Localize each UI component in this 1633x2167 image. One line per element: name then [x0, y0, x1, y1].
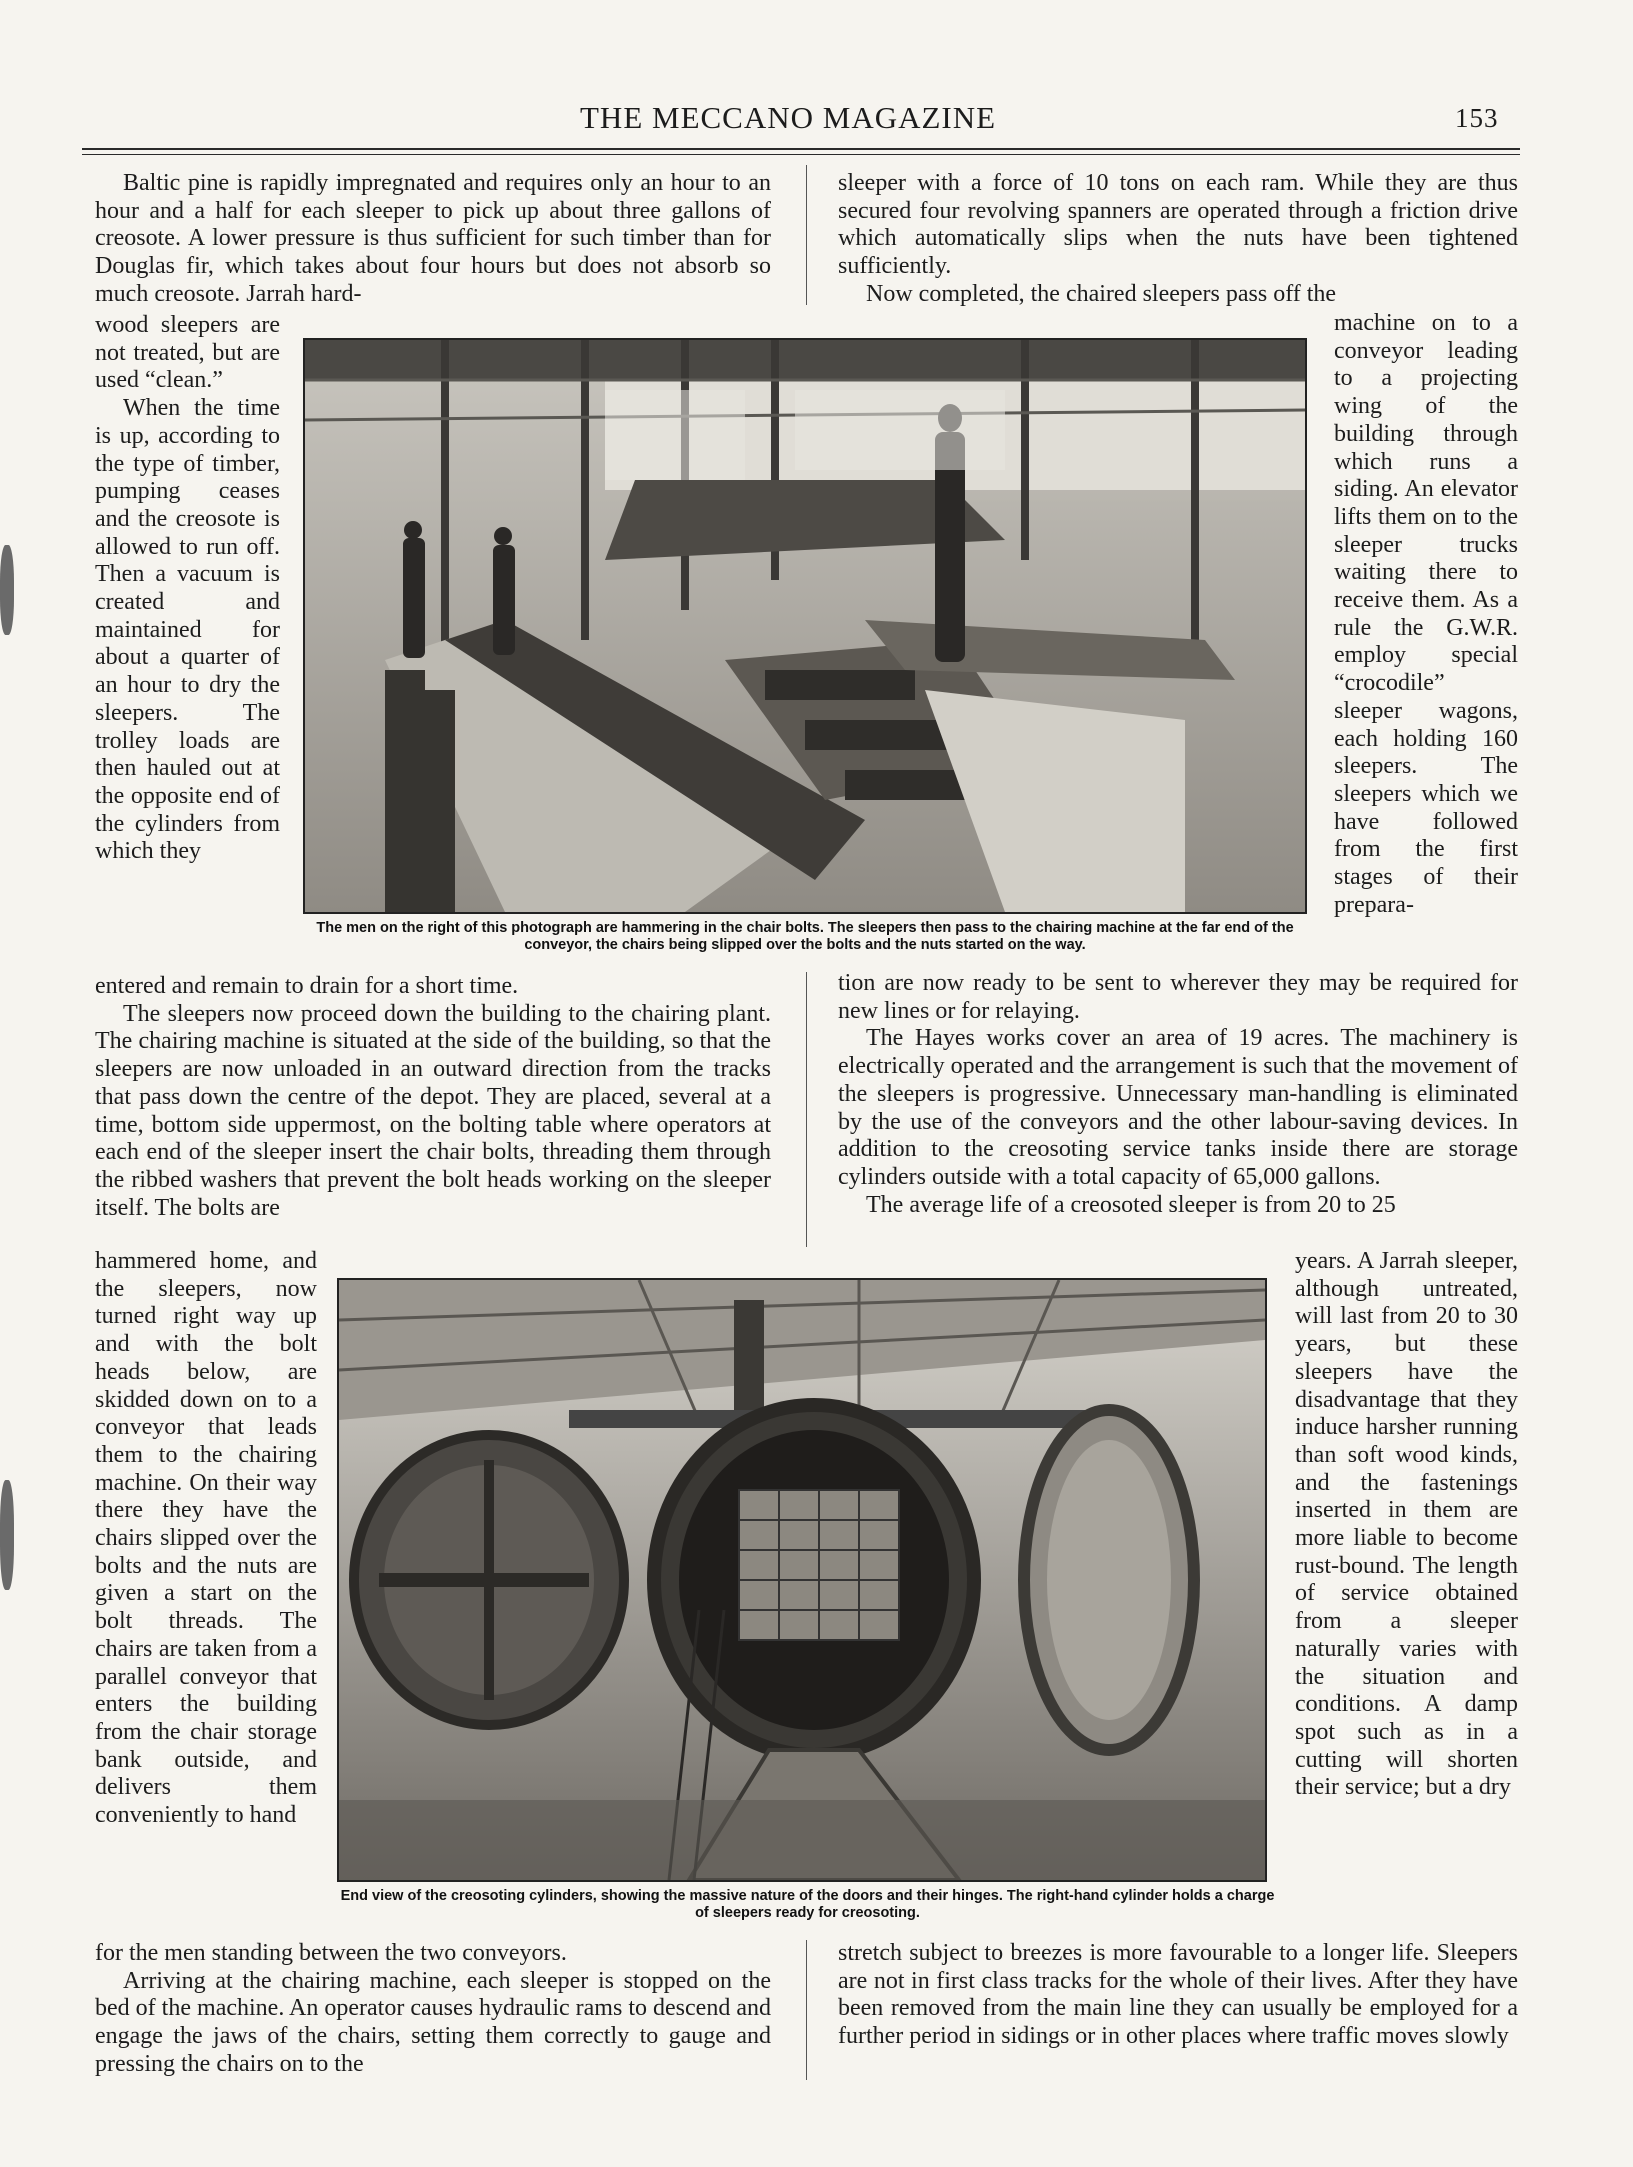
page-header-title: THE MECCANO MAGAZINE: [580, 100, 997, 135]
photo-caption-chairing-plant: The men on the right of this photograph are hammering in the chair bolts. The sleepers then pass to the chairing machine at the far end of the conveyor, the chairs being slipped over the bolts and the nuts started on the way.: [316, 920, 1294, 953]
factory-interior-illustration: [305, 340, 1305, 912]
paragraph: The average life of a creosoted sleeper is from 20 to 25: [866, 1191, 1396, 1218]
paragraph: machine on to a conveyor leading to a projecting wing of the building through which runs a siding. An elevator lifts them on to the sleeper trucks waiting there to receive them. As a rule the G.W.R. employ special “crocodile” sleeper wagons, each holding 160 sleepers. The sleepers which we have followed from the first stages of their prepara-: [1334, 310, 1518, 918]
photo-creosoting-cylinders: [337, 1278, 1267, 1882]
paragraph: entered and remain to drain for a short time.: [95, 973, 519, 999]
left-column-top-text: [95, 170, 771, 309]
photo-caption-creosoting-cylinders: End view of the creosoting cylinders, showing the massive nature of the doors and their hinges. The right-hand cylinder holds a charge of sleepers ready for creosoting.: [340, 1888, 1275, 1921]
paragraph: tion are now ready to be sent to wherever they may be required for new lines or for relaying.: [838, 970, 1518, 1024]
paragraph: Now completed, the chaired sleepers pass off the: [866, 280, 1337, 307]
right-column-mid-text: [838, 970, 1518, 1219]
left-column-mid-text: [95, 973, 771, 1222]
right-narrow-text-1: [1334, 310, 1518, 919]
paragraph: years. A Jarrah sleeper, although untreated, will last from 20 to 30 years, but these sleepers have the disadvantage that they induce harsher running than soft wood kinds, and the fastenings inserted in them are more liable to become rust-bound. The length of service obtained from a sleeper naturally varies with the situation and conditions. A damp spot such as in a cutting will shorten their service; but a dry: [1295, 1248, 1518, 1801]
right-column-top-text: [838, 170, 1518, 309]
paragraph: sleeper with a force of 10 tons on each ram. While they are thus secured four revolving spanners are operated through a friction drive which automatically slips when the nuts have been tightened sufficiently.: [838, 170, 1518, 280]
right-narrow-text-2: [1295, 1248, 1518, 1802]
binding-mark: [0, 1480, 14, 1590]
left-column-bottom-text: [95, 1940, 771, 2079]
paragraph: wood sleepers are not treated, but are used “clean.”: [95, 312, 280, 394]
header-rule: [82, 148, 1520, 150]
paragraph: for the men standing between the two conveyors.: [95, 1940, 567, 1966]
right-column-bottom-text: [838, 1940, 1518, 2051]
page-number: 153: [1455, 103, 1499, 133]
paragraph: Baltic pine is rapidly impregnated and requires only an hour to an hour and a half for each sleeper to pick up about three gallons of creosote. A lower pressure is thus sufficient for such timber than for Douglas fir, which takes about four hours but does not absorb so much creosote. Jarrah hard-: [95, 170, 771, 307]
column-divider-bottom: [806, 1940, 807, 2080]
paragraph: The Hayes works cover an area of 19 acres. The machinery is electrically operated and the arrangement is such that the movement of the sleepers is progressive. Unnecessary man-handling is eliminated by the use of the conveyors and the other labour-saving devices. In addition to the creosoting service tanks inside there are storage cylinders outside with a total capacity of 65,000 gallons.: [838, 1025, 1518, 1190]
paragraph: stretch subject to breezes is more favourable to a longer life. Sleepers are not in first class tracks for the whole of their lives. After they have been removed from the main line they can usually be employed for a further period in sidings or in other places where traffic moves slowly: [838, 1940, 1518, 2050]
left-narrow-text-2: [95, 1248, 317, 1830]
binding-mark: [0, 545, 14, 635]
left-narrow-text-1: [95, 312, 280, 866]
column-divider-top: [806, 165, 807, 305]
paragraph: When the time is up, according to the type of timber, pumping ceases and the creosote is allowed to run off. Then a vacuum is created and maintained for about a quarter of an hour to dry the sleepers. The trolley loads are then hauled out at the opposite end of the cylinders from which they: [95, 395, 280, 865]
photo-chairing-plant: [303, 338, 1307, 914]
paragraph: Arriving at the chairing machine, each sleeper is stopped on the bed of the machine. An operator causes hydraulic rams to descend and engage the jaws of the chairs, setting them correctly to gauge and pressing the chairs on to the: [95, 1967, 771, 2077]
cylinders-illustration: [339, 1280, 1265, 1880]
paragraph: The sleepers now proceed down the building to the chairing plant. The chairing machine is situated at the side of the building, so that the sleepers are now unloaded in an outward direction from the tracks that pass down the centre of the depot. They are placed, several at a time, bottom side uppermost, on the bolting table where operators at each end of the sleeper insert the chair bolts, threading them through the ribbed washers that prevent the bolt heads working on the sleeper itself. The bolts are: [95, 1000, 771, 1221]
header-rule-thin: [82, 154, 1520, 155]
paragraph: hammered home, and the sleepers, now turned right way up and with the bolt heads below, are skidded down on to a conveyor that leads them to the chairing machine. On their way there they have the chairs slipped over the bolts and the nuts are given a start on the bolt threads. The chairs are taken from a parallel conveyor that enters the building from the chair storage bank outside, and delivers them conveniently to hand: [95, 1248, 317, 1829]
column-divider-mid: [806, 972, 807, 1247]
